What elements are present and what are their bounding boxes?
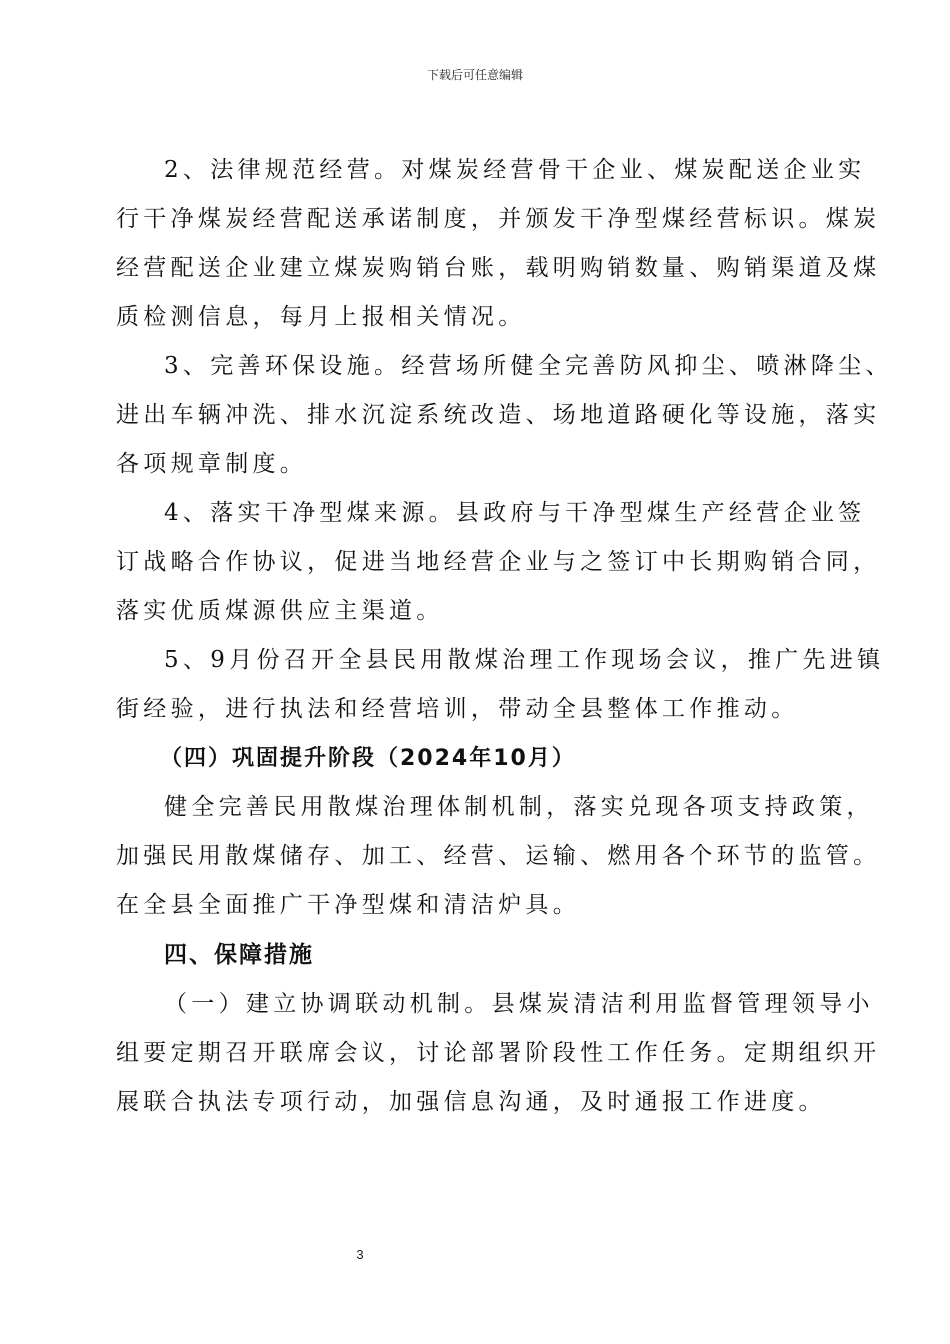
paragraph-line: 在全县全面推广干净型煤和清洁炉具。	[116, 892, 581, 918]
paragraph-coal-source	[116, 489, 881, 636]
paragraph-coordination-mechanism	[116, 980, 881, 1127]
paragraph-line: 2、法律规范经营。对煤炭经营骨干企业、煤炭配送企业实	[164, 157, 866, 183]
paragraph-line: 各项规章制度。	[116, 451, 308, 477]
header-note: 下载后可任意编辑	[426, 68, 523, 82]
document-body	[116, 146, 893, 1127]
paragraph-line: 订战略合作协议，促进当地经营企业与之签订中长期购销合同，	[116, 549, 881, 575]
page-number: 3	[356, 1247, 364, 1262]
paragraph-line: （一）建立协调联动机制。县煤炭清洁利用监督管理领导小	[164, 991, 874, 1017]
paragraph-line: 质检测信息，每月上报相关情况。	[116, 304, 526, 330]
paragraph-line: 健全完善民用散煤治理体制机制，落实兑现各项支持政策，	[164, 794, 874, 820]
paragraph-line: 5、9月份召开全县民用散煤治理工作现场会议，推广先进镇	[164, 647, 885, 673]
paragraph-consolidation	[116, 783, 881, 930]
paragraph-line: 行干净煤炭经营配送承诺制度，并颁发干净型煤经营标识。煤炭	[116, 206, 881, 232]
paragraph-line: 落实优质煤源供应主渠道。	[116, 598, 444, 624]
paragraph-line: 展联合执法专项行动，加强信息沟通，及时通报工作进度。	[116, 1089, 826, 1115]
paragraph-line: 4、落实干净型煤来源。县政府与干净型煤生产经营企业签	[164, 500, 866, 526]
paragraph-line: 进出车辆冲洗、排水沉淀系统改造、场地道路硬化等设施，落实	[116, 402, 881, 428]
paragraph-line: 加强民用散煤储存、加工、经营、运输、燃用各个环节的监管。	[116, 843, 881, 869]
paragraph-line: 街经验，进行执法和经营培训，带动全县整体工作推动。	[116, 696, 799, 722]
paragraph-line: 组要定期召开联席会议，讨论部署阶段性工作任务。定期组织开	[116, 1040, 881, 1066]
paragraph-field-meeting	[116, 636, 885, 734]
paragraph-environmental-facilities	[116, 342, 893, 489]
section-heading-safeguards: 四、保障措施	[164, 942, 314, 968]
paragraph-legal-operation	[116, 146, 881, 342]
paragraph-line: 经营配送企业建立煤炭购销台账，载明购销数量、购销渠道及煤	[116, 255, 881, 281]
subheading-consolidation-stage: （四）巩固提升阶段（2024年10月）	[160, 746, 576, 771]
paragraph-line: 3、完善环保设施。经营场所健全完善防风抑尘、喷淋降尘、	[164, 353, 893, 379]
